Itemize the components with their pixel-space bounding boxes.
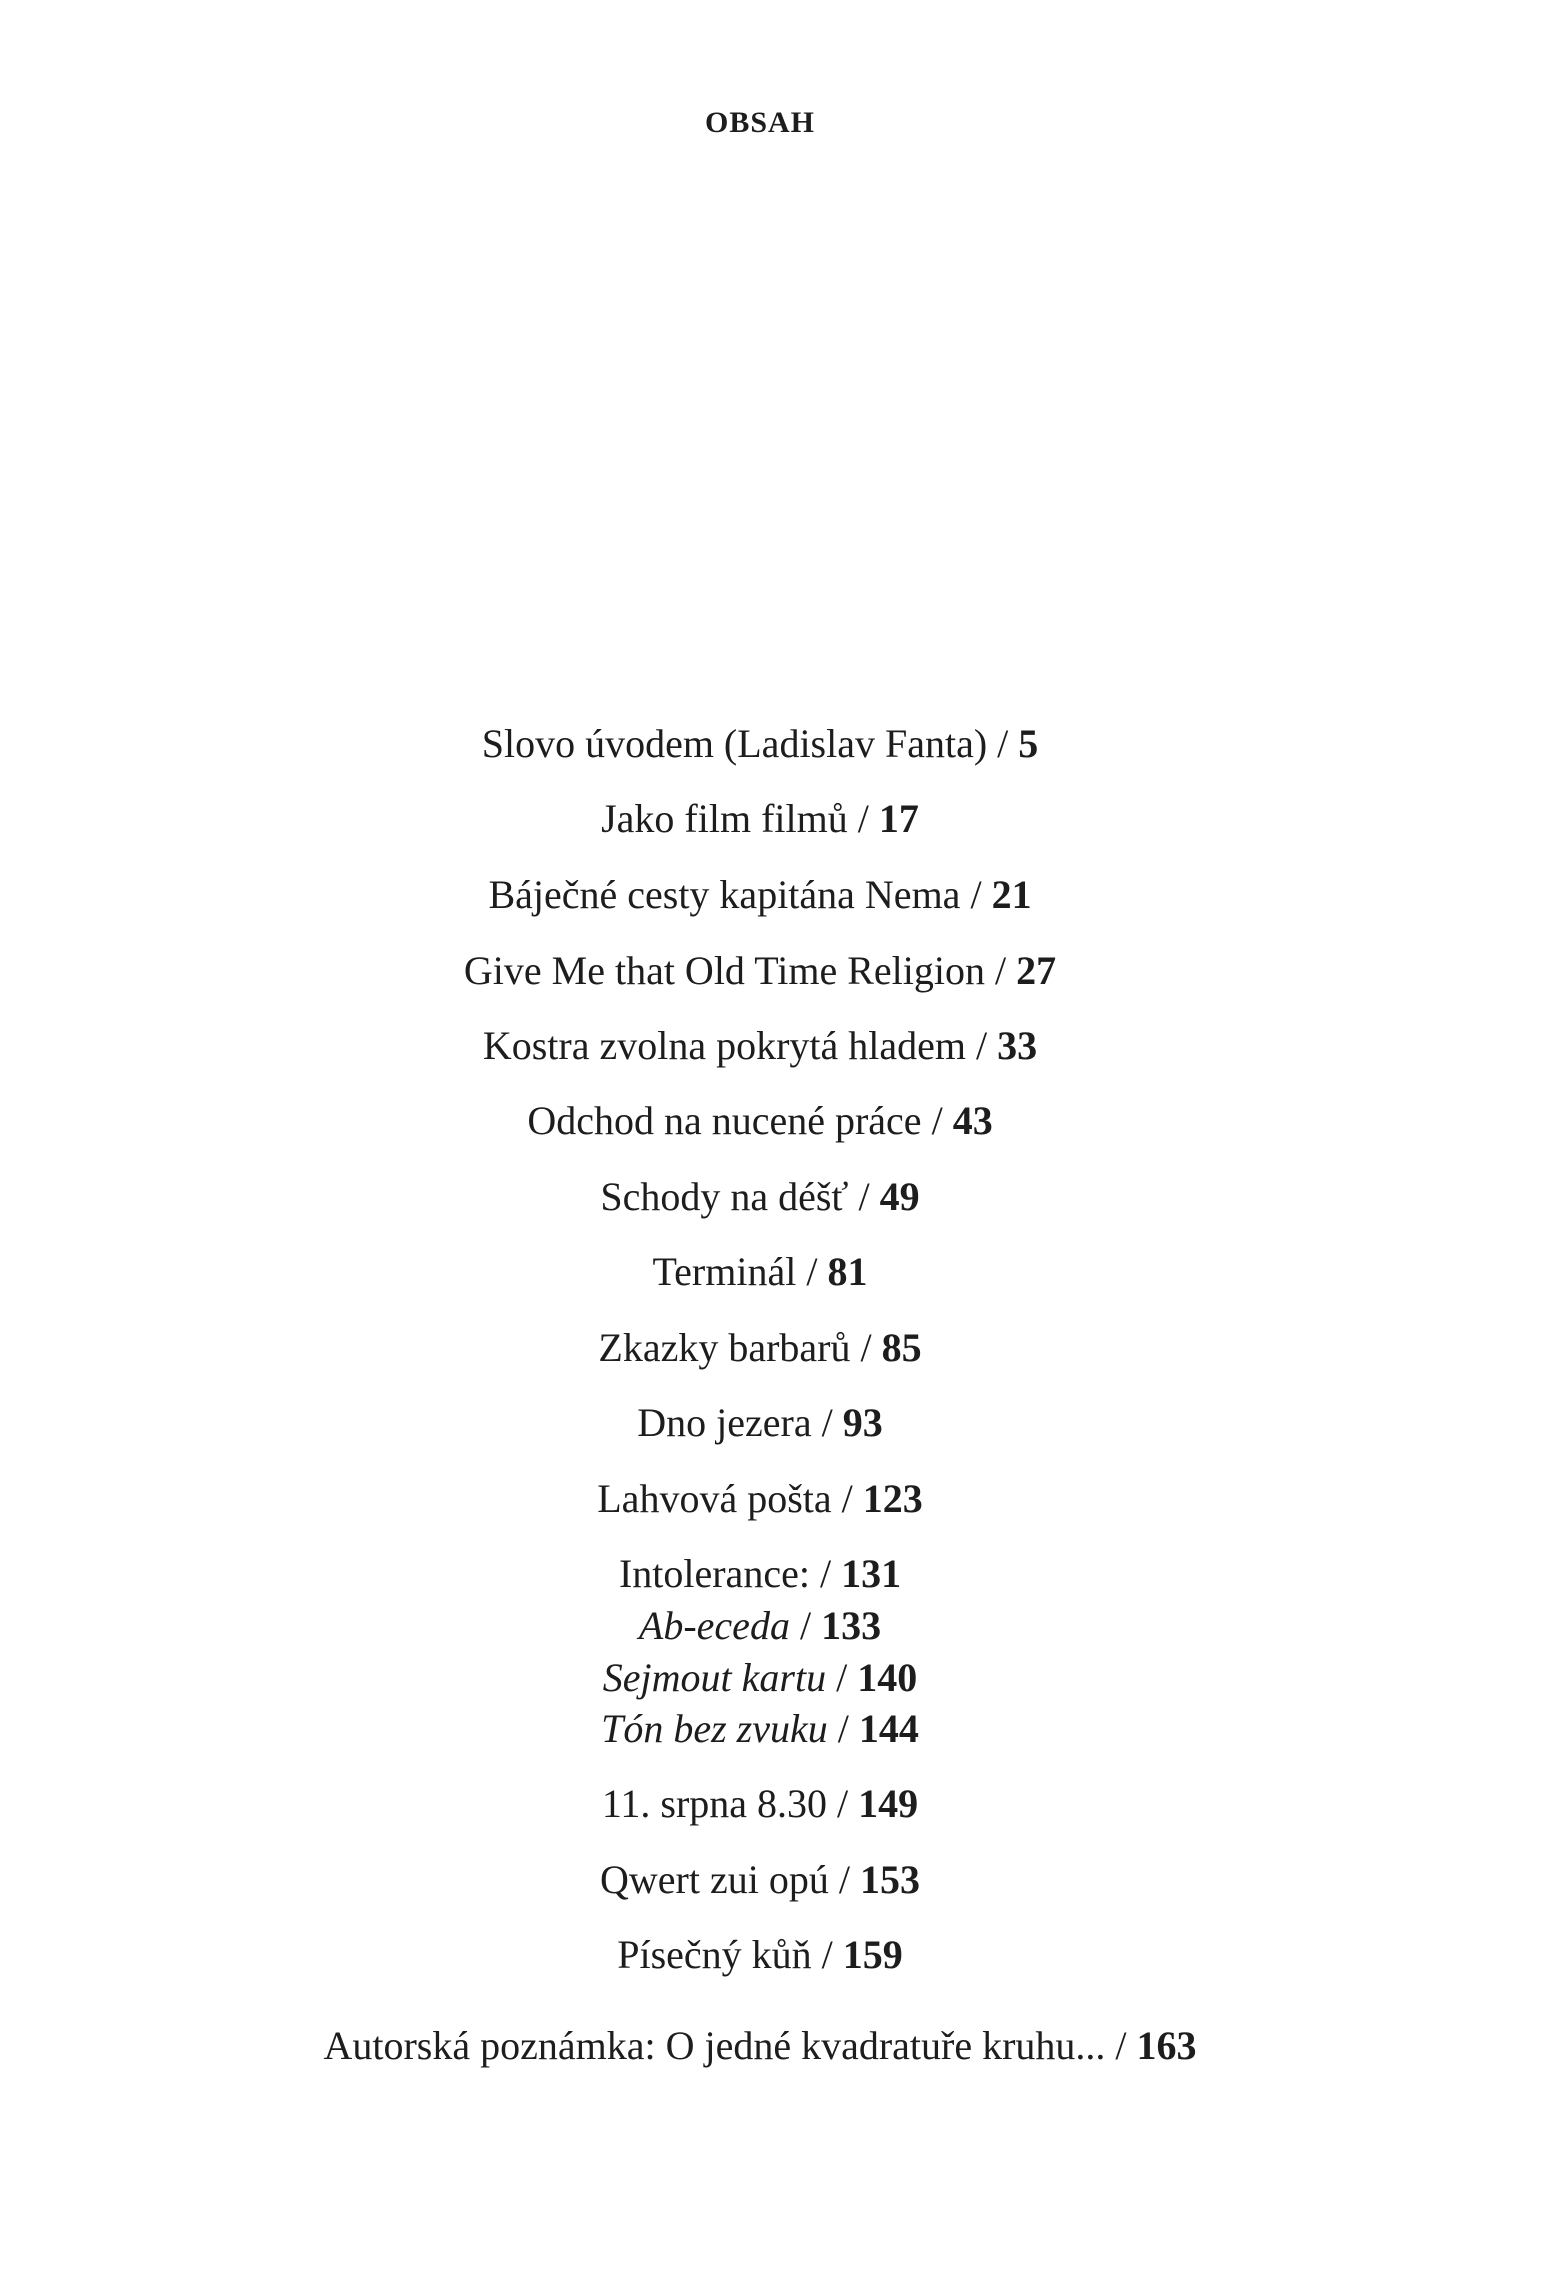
- entry-title: Terminál: [652, 1249, 807, 1294]
- entry-title: Odchod na nucené práce: [527, 1098, 922, 1143]
- entry-separator: /: [827, 1781, 859, 1826]
- entry-page-number: 17: [878, 796, 919, 841]
- entry-title: Intolerance:: [618, 1551, 810, 1596]
- entry-page-number: 131: [841, 1551, 902, 1596]
- entry-page-number: 163: [1136, 2023, 1197, 2068]
- entry-page-number: 123: [862, 1476, 923, 1521]
- entry-separator: /: [831, 1476, 863, 1521]
- entry-separator: /: [960, 872, 992, 917]
- entry-title: 11. srpna 8.30: [601, 1781, 828, 1826]
- entry-page-number: 5: [1018, 721, 1039, 766]
- entry-page-number: 43: [952, 1098, 993, 1143]
- entry-title: Kostra zvolna pokrytá hladem: [482, 1023, 967, 1068]
- entry-page-number: 33: [997, 1023, 1038, 1068]
- entry-page-number: 133: [821, 1603, 882, 1648]
- toc-entry: [0, 1476, 1520, 1521]
- entry-page-number: 140: [857, 1655, 918, 1700]
- entry-separator: /: [850, 1325, 882, 1370]
- toc-entry: [0, 1857, 1520, 1902]
- toc-entry: [0, 1023, 1520, 1068]
- toc-entry: [0, 872, 1520, 917]
- toc-entry: [0, 1249, 1520, 1294]
- entry-title: Písečný kůň: [617, 1932, 812, 1977]
- entry-separator: /: [827, 1706, 859, 1751]
- entry-title: Give Me that Old Time Religion: [463, 948, 985, 993]
- entry-separator: /: [985, 948, 1017, 993]
- entry-separator: /: [806, 1249, 828, 1294]
- entry-title: Jako film filmů: [601, 796, 848, 841]
- toc-entry: [0, 1781, 1520, 1826]
- entry-title: Dno jezera: [637, 1400, 812, 1445]
- entry-page-number: 159: [842, 1932, 903, 1977]
- entry-page-number: 153: [859, 1857, 920, 1902]
- entry-separator: /: [987, 721, 1019, 766]
- toc-entry: [0, 721, 1520, 766]
- entry-separator: /: [847, 796, 879, 841]
- toc-entry: [0, 1325, 1520, 1370]
- entry-page-number: 149: [858, 1781, 919, 1826]
- entry-page-number: 81: [827, 1249, 868, 1294]
- entry-separator: /: [811, 1400, 843, 1445]
- entry-page-number: 49: [879, 1174, 920, 1219]
- toc-subentry: [0, 1655, 1520, 1700]
- toc-entry: [0, 1098, 1520, 1143]
- entry-title: Schody na déšť: [600, 1174, 849, 1219]
- entry-title: Zkazky barbarů: [598, 1325, 851, 1370]
- entry-title: Báječné cesty kapitána Nema: [488, 872, 961, 917]
- entry-separator: /: [966, 1023, 998, 1068]
- toc-entry: [0, 796, 1520, 841]
- entry-separator: /: [826, 1655, 858, 1700]
- entry-page-number: 93: [842, 1400, 883, 1445]
- toc-subentry: [0, 1603, 1520, 1648]
- toc-entry: [0, 2023, 1520, 2068]
- entry-page-number: 85: [881, 1325, 922, 1370]
- toc-entry: [0, 1932, 1520, 1977]
- entry-title: Sejmout kartu: [602, 1655, 827, 1700]
- toc-entry: [0, 948, 1520, 993]
- entry-page-number: 27: [1016, 948, 1057, 993]
- entry-title: Ab-eceda: [638, 1603, 790, 1648]
- entry-separator: /: [809, 1551, 842, 1596]
- entry-title: Slovo úvodem (Ladislav Fanta): [481, 721, 988, 766]
- entry-separator: /: [811, 1932, 843, 1977]
- page-heading: OBSAH: [704, 106, 816, 139]
- entry-separator: /: [789, 1603, 822, 1648]
- entry-page-number: 144: [858, 1706, 919, 1751]
- entry-title: Qwert zui opú: [600, 1857, 839, 1902]
- entry-title: Lahvová pošta: [597, 1476, 832, 1521]
- entry-separator: /: [1105, 2023, 1137, 2068]
- entry-page-number: 21: [991, 872, 1032, 917]
- entry-title: Tón bez zvuku: [601, 1706, 828, 1751]
- toc-subentry: [0, 1706, 1520, 1751]
- toc-entry: [0, 1174, 1520, 1219]
- entry-title: Autorská poznámka: O jedné kvadratuře kruhu...: [323, 2023, 1106, 2068]
- entry-separator: /: [921, 1098, 953, 1143]
- toc-entry: [0, 1551, 1520, 1596]
- entry-separator: /: [838, 1857, 860, 1902]
- toc-entry: [0, 1400, 1520, 1445]
- entry-separator: /: [848, 1174, 880, 1219]
